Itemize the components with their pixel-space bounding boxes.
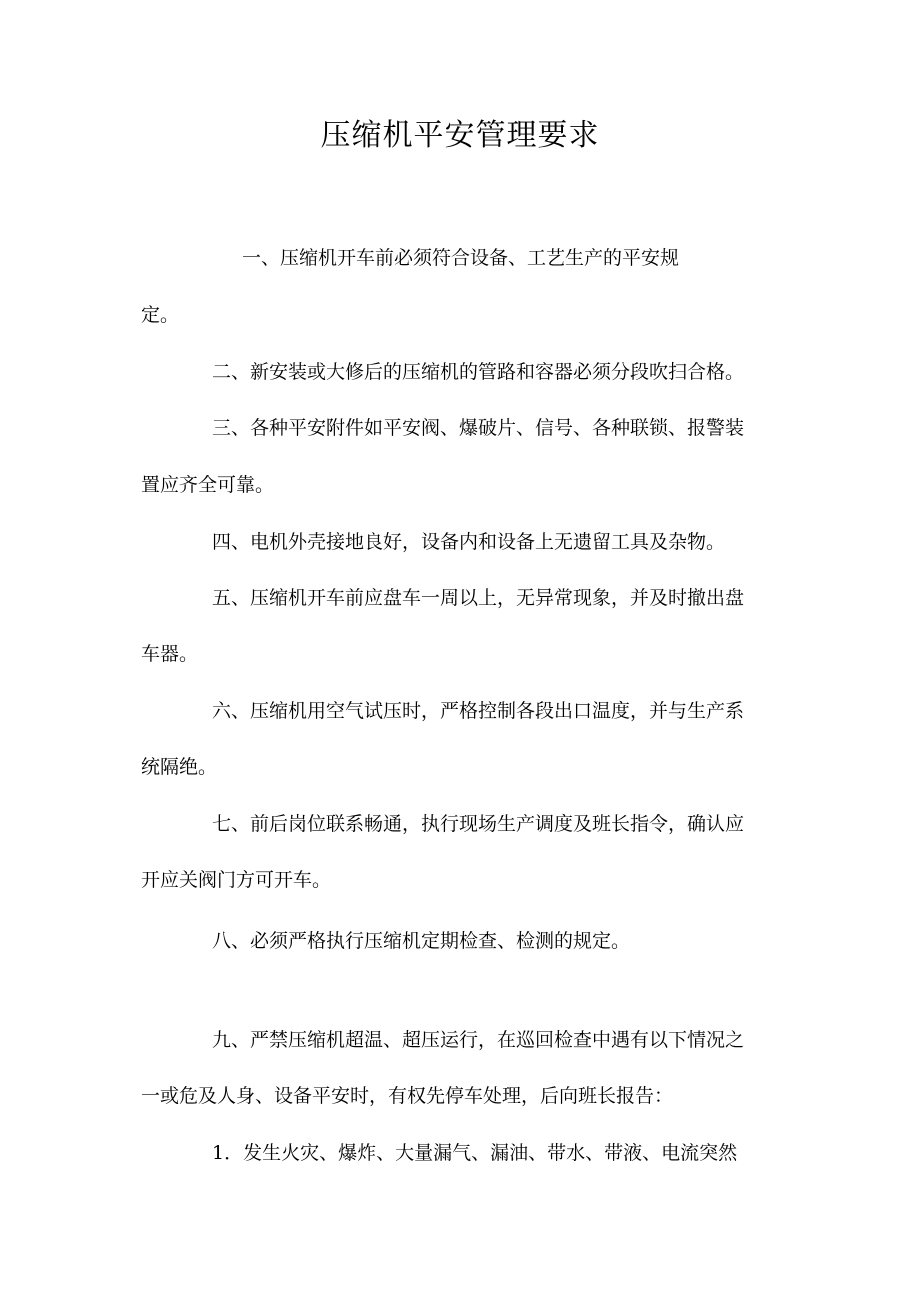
paragraph-7-line-1: 七、前后岗位联系畅通，执行现场生产调度及班长指令，确认应	[212, 813, 745, 835]
paragraph-3-line-1: 三、各种平安附件如平安阀、爆破片、信号、各种联锁、报警装	[212, 417, 745, 439]
paragraph-6-line-2: 统隔绝。	[141, 756, 218, 778]
paragraph-2-line-1: 二、新安装或大修后的压缩机的管路和容器必须分段吹扫合格。	[212, 361, 745, 383]
paragraph-7-line-2: 开应关阀门方可开车。	[141, 869, 332, 891]
paragraph-1-line-1: 一、压缩机开车前必须符合设备、工艺生产的平安规	[242, 247, 680, 269]
paragraph-5-line-2: 车器。	[141, 643, 199, 665]
document-title: 压缩机平安管理要求	[320, 118, 600, 153]
paragraph-8-line-1: 八、必须严格执行压缩机定期检查、检测的规定。	[212, 930, 631, 952]
paragraph-9-line-1: 九、严禁压缩机超温、超压运行，在巡回检查中遇有以下情况之	[212, 1029, 745, 1051]
paragraph-1-line-2: 定。	[141, 304, 180, 326]
list-item-1-line-1: 1．发生火灾、爆炸、大量漏气、漏油、带水、带液、电流突然	[212, 1142, 738, 1164]
paragraph-6-line-1: 六、压缩机用空气试压时，严格控制各段出口温度，并与生产系	[212, 700, 745, 722]
paragraph-9-line-2: 一或危及人身、设备平安时，有权先停车处理，后向班长报告：	[141, 1085, 674, 1107]
paragraph-3-line-2: 置应齐全可靠。	[141, 474, 275, 496]
paragraph-4-line-1: 四、电机外壳接地良好，设备内和设备上无遗留工具及杂物。	[212, 531, 726, 553]
paragraph-5-line-1: 五、压缩机开车前应盘车一周以上，无异常现象，并及时撤出盘	[212, 587, 745, 609]
